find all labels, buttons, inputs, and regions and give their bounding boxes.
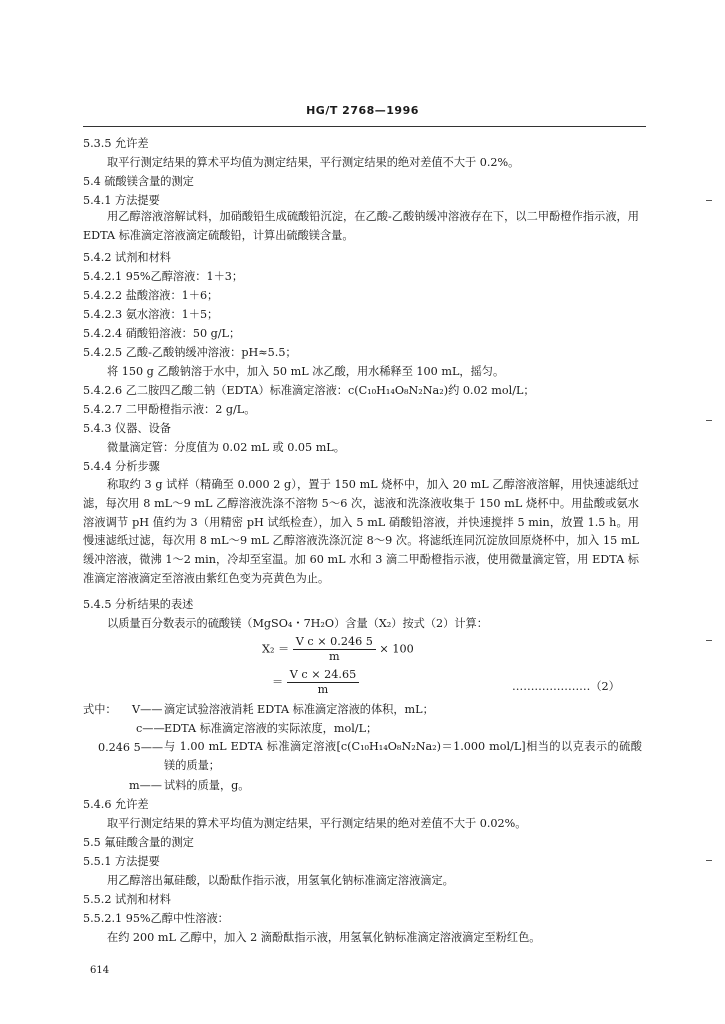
heading-5-5-2: 5.5.2 试剂和材料 [83,893,171,906]
formula-line-2 [272,668,359,697]
header-rule [83,126,646,127]
formula-line-1 [262,635,414,664]
heading-5-5-1: 5.5.1 方法提要 [83,855,160,868]
formula-numerator-1: V c × 0.246 5 [293,635,376,650]
heading-5-4-2: 5.4.2 试剂和材料 [83,251,171,264]
item-5-5-2-1: 5.5.2.1 95%乙醇中性溶液： [83,912,229,925]
where-intro: 式中： [83,703,117,716]
formula-times-100: × 100 [379,642,414,656]
item-5-4-2-7: 5.4.2.7 二甲酚橙指示液：2 g/L。 [83,403,256,416]
formula-numerator-2: V c × 24.65 [287,668,359,683]
heading-5-4-6: 5.4.6 允许差 [83,798,149,811]
heading-5-5: 5.5 氟硅酸含量的测定 [83,836,194,849]
item-5-4-2-4: 5.4.2.4 硝酸铅溶液：50 g/L； [83,327,241,340]
where-desc-coefficient: 与 1.00 mL EDTA 标准滴定溶液[c(C₁₀H₁₄O₈N₂Na₂)＝1.000 mol/L]相当的以克表示的硫酸镁的质量； [164,740,642,772]
formula-fraction-2 [287,668,359,697]
heading-5-4-4: 5.4.4 分析步骤 [83,460,160,473]
where-desc-m: 试料的质量，g。 [164,779,250,792]
para-5-4-1: 用乙醇溶液溶解试料，加硝酸铅生成硫酸铅沉淀，在乙酸-乙酸钠缓冲溶液存在下，以二甲酚橙作指示液，用 EDTA 标准滴定溶液滴定硫酸铅，计算出硫酸镁含量。 [83,210,639,242]
scan-edge-mark [706,420,712,421]
where-desc-c: EDTA 标准滴定溶液的实际浓度，mol/L； [164,722,378,735]
heading-5-4-1: 5.4.1 方法提要 [83,194,160,207]
where-symbol-v: V—— [132,703,163,716]
running-header: HG/T 2768—1996 [306,104,419,117]
item-5-4-2-2: 5.4.2.2 盐酸溶液：1＋6； [83,289,219,302]
item-5-4-2-5: 5.4.2.5 乙酸-乙酸钠缓冲溶液：pH≈5.5； [83,346,297,359]
formula-denominator-1: m [329,650,340,663]
text-5-5-2-1: 在约 200 mL 乙醇中，加入 2 滴酚酞指示液，用氢氧化钠标准滴定溶液滴定至粉红色。 [107,931,541,944]
formula-lhs: X₂ ＝ [262,642,290,656]
heading-5-3-5: 5.3.5 允许差 [83,137,149,150]
formula-fraction-1 [293,635,376,664]
heading-5-4: 5.4 硫酸镁含量的测定 [83,175,194,188]
text-5-4-5: 以质量百分数表示的硫酸镁（MgSO₄・7H₂O）含量（X₂）按式（2）计算： [107,617,488,630]
para-5-4-4: 称取约 3 g 试样（精确至 0.000 2 g），置于 150 mL 烧杯中，加入 20 mL 乙醇溶液溶解，用快速滤纸过滤，每次用 8 mL～9 mL 乙醇溶液洗涤不溶物 5～6 次，滤液和洗涤液收集于 150 mL 烧杯中。用盐酸或氨水溶液调节 pH 值约为 3（用精密 pH 试纸检查），加入 5 mL 硝酸铅溶液，并快速搅拌 5 min，放置 1.5 h。用慢速滤纸过滤，每次用 8 mL～9 mL 乙醇溶液洗涤沉淀 8～9 次。将滤纸连同沉淀放回原烧杯中，加入 15 mL 缓冲溶液，微沸 1～2 min，冷却至室温。加 60 mL 水和 3 滴二甲酚橙指示液，使用微量滴定管，用 EDTA 标准滴定溶液滴定至溶液由紫红色变为亮黄色为止。 [83,478,639,585]
where-symbol-c: c—— [136,722,165,735]
scan-edge-mark [706,640,712,641]
formula-denominator-2: m [317,683,329,696]
scan-edge-mark [706,860,712,861]
where-symbol-coefficient: 0.246 5—— [98,741,164,754]
text-5-4-6: 取平行测定结果的算术平均值为测定结果，平行测定结果的绝对差值不大于 0.02%。 [107,817,527,830]
heading-5-4-3: 5.4.3 仪器、设备 [83,422,171,435]
where-symbol-m: m—— [129,779,162,792]
page-number: 614 [90,965,110,976]
equation-number: …………………（2） [512,680,620,693]
heading-5-4-5: 5.4.5 分析结果的表述 [83,598,194,611]
item-5-4-2-1: 5.4.2.1 95%乙醇溶液：1＋3； [83,270,244,283]
text-5-5-1: 用乙醇溶出氟硅酸，以酚酞作指示液，用氢氧化钠标准滴定溶液滴定。 [107,874,454,887]
scan-edge-mark [706,200,712,201]
text-5-4-3: 微量滴定管：分度值为 0.02 mL 或 0.05 mL。 [107,441,345,454]
text-5-3-5: 取平行测定结果的算术平均值为测定结果，平行测定结果的绝对差值不大于 0.2%。 [107,156,520,169]
formula-equals: ＝ [272,675,284,689]
where-desc-v: 滴定试验溶液消耗 EDTA 标准滴定溶液的体积，mL； [164,703,434,716]
item-5-4-2-3: 5.4.2.3 氨水溶液：1＋5； [83,308,219,321]
item-5-4-2-6: 5.4.2.6 乙二胺四乙酸二钠（EDTA）标准滴定溶液：c(C₁₀H₁₄O₈N₂Na₂)约 0.02 mol/L； [83,384,535,397]
text-5-4-2-5: 将 150 g 乙酸钠溶于水中，加入 50 mL 冰乙酸，用水稀释至 100 mL，摇匀。 [107,365,505,378]
